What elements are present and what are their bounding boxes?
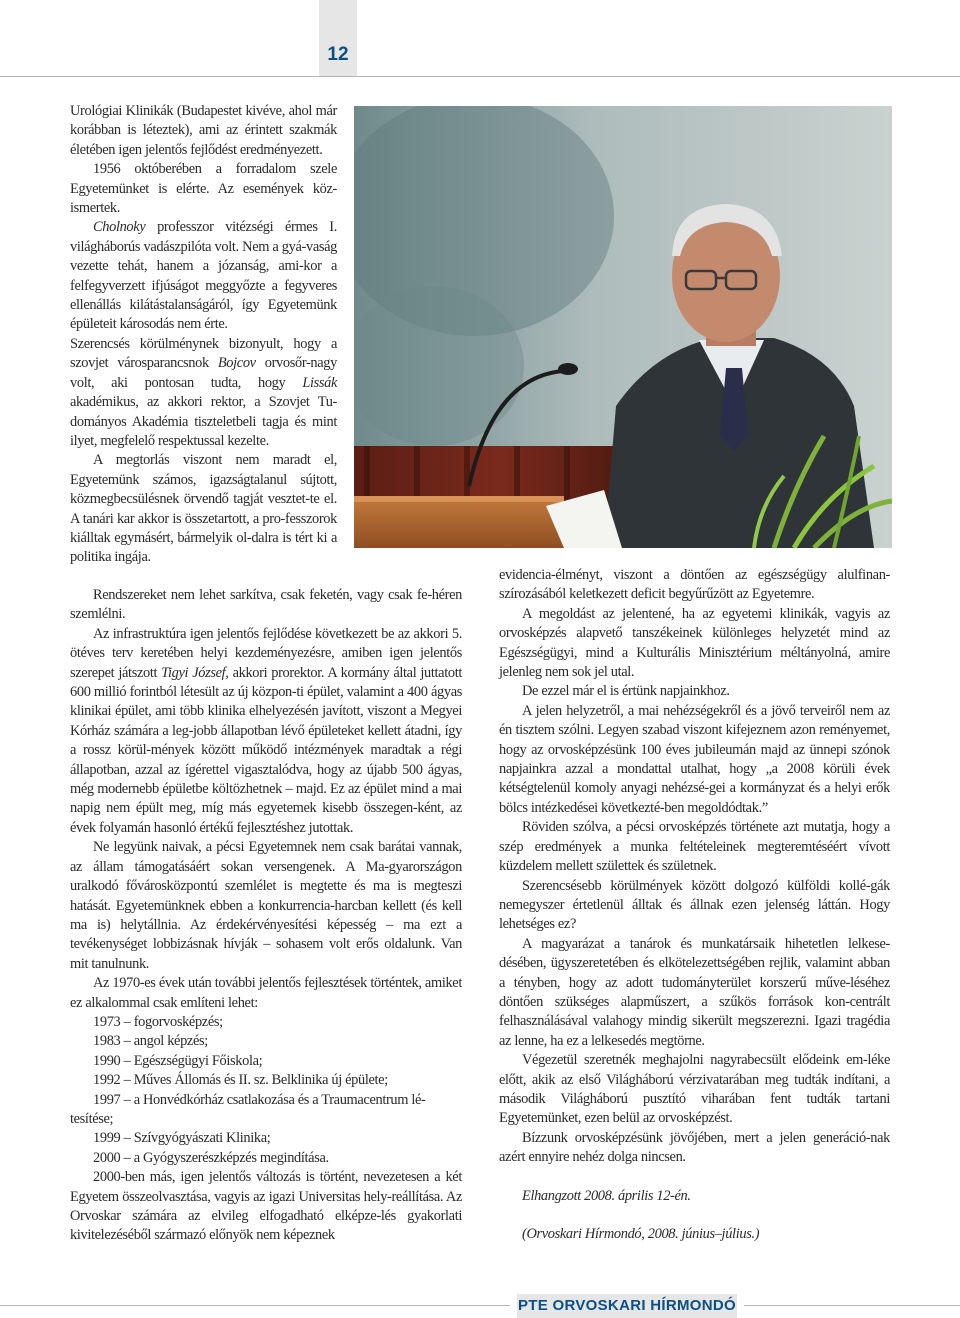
name-emphasis: Lissák [302,374,337,391]
footer-rule [744,1305,960,1306]
footer-rule [0,1305,510,1306]
list-item: 1992 – Műves Állomás és II. sz. Belklinika új épülete; [93,1072,388,1089]
footer-publication-title: PTE ORVOSKARI HÍRMONDÓ [517,1294,737,1318]
list-item: 1983 – angol képzés; [93,1033,208,1050]
list-item: 1999 – Szívgyógyászati Klinika; [93,1130,271,1147]
paragraph: A magyarázat a tanárok és munkatársaik hihetetlen lelkese-désében, ügyszeretetében és elkötelezettségében rejlik, valamint abban a tényben, hogy az adott tudományterület korszerű műve-léséhez döntően szükséges alapműszert, a szűkös források kon-centrált felhasználásával valahogy mindig sikerült megszerezni. Igazi tragédia az lenne, ha ez a lelkesedés megtörne. [499,935,890,1049]
narrow-column [70,102,337,568]
name-emphasis: Tigyi József, [161,664,229,681]
paragraph: A megoldást az jelentené, ha az egyetemi klinikák, vagyis az orvosképzés alapvető tanszékeinek különleges helyzetét mind az Egészségügyi, mind a Kulturális Minisztérium méltányolná, amire jelenleg nem sok jel utal. [499,605,890,681]
list-item: 1973 – fogorvosképzés; [93,1013,223,1030]
paragraph: 1956 októberében a forradalom szele Egyetemünket is elérte. Az események köz-ismertek. [70,161,337,217]
name-emphasis: Bojcov [217,355,256,372]
signature-date: Elhangzott 2008. április 12-én. [522,1187,691,1204]
right-column [499,566,890,1244]
paragraph: A megtorlás viszont nem maradt el, Egyetemünk számos, igazságtalanul sújtott, közmegbecsülésnek örvendő tagját vesztet-te el. A tanári kar akkor is összetartott, a pro-fesszorok kiálltak egymásért, bármelyik ol-dalra is tért ki a politika ingája. [70,452,337,566]
paragraph: Ne legyünk naivak, a pécsi Egyetemnek nem csak barátai vannak, az állam támogatásáért sokan versengenek. A Ma-gyarországon uralkodó fővárosközpontú szemlélet is megtette és ma is megteszi hatását. Egyetemünknek ebben a konkurrencia-harcban kellett (és kell ma is) helytállnia. Az érdekérvényesítési képesség – ma ezt a tevékenységet lobbizásnak hívják – sohasem volt erős oldalunk. Van mit tanulnunk. [70,839,462,972]
left-column [70,586,462,1246]
paragraph: Szerencsés körülménynek bizonyult, hogy a szovjet városparancsnok Bojcov orvosőr-nagy volt, aki pontosan tudta, hogy Lissák akadémikus, az akkori rektor, a Szovjet Tu-dományos Akadémia tiszteletbeli tagja és mint ilyet, megfelelő respektussal kezelte. [70,335,337,449]
paragraph: evidencia-élményt, viszont a döntően az egészségügy alulfinan-szírozásából keletkezett deficit begyűrűzött az Egyetemre. [499,567,890,603]
paragraph: Bízzunk orvosképzésünk jövőjében, mert a jelen generáció-nak azért ennyire nehéz dolga nincsen. [499,1129,890,1166]
paragraph: Röviden szólva, a pécsi orvosképzés története azt mutatja, hogy a szép eredmények a munka feltételeinek megteremtéséért vívott küzdelem mellett születtek és születnek. [499,819,890,875]
paragraph: Urológiai Klinikák (Budapestet kivéve, ahol már korábban is léteztek), ami az érintett szakmák életében igen jelentős fejlődést eredményezett. [70,103,337,158]
source-citation: (Orvoskari Hírmondó, 2008. június–július.) [522,1226,760,1242]
speaker-photo [354,106,892,548]
paragraph: Cholnoky professzor vitézségi érmes I. világháborús vadászpilóta volt. Nem a gyá-vaság vezette tehát, hanem a józanság, ami-kor a felfegyverzett ifjúságot meggyőzte a fegyveres ellenállás kilátástalanságáról, így Egyetemünk épületeit károsodás nem érte. [70,219,337,333]
paragraph: Végezetül szeretnék meghajolni nagyrabecsült elődeink em-léke előtt, akik az első Világháború vérzivatarában meg tudták indítani, a második Világháború pusztító viharában fent tudták tartani Egyetemünket, ezen belül az orvosképzést. [499,1052,890,1127]
speaker-illustration [354,106,892,548]
list-item: 1990 – Egészségügyi Főiskola; [93,1052,263,1069]
paragraph: De ezzel már el is értünk napjainkhoz. [522,683,730,700]
paragraph: A jelen helyzetről, a mai nehézségekről és a jövő terveiről nem az én tisztem szólni. Legyen szabad viszont kifejeznem azon reményemet, hogy az orvosképzésünk 100 éves jubileumán majd az ünnepi szónok napjainkra azzal a mondattal utalhat, hogy „a 2008 körüli évek kétségtelenül komoly anyagi nehézsé-gei a kormányzat és a helyi erők bölcs intézkedései következté-ben megoldódtak.” [499,702,890,816]
list-item: 2000 – a Gyógyszerészképzés megindítása. [93,1149,329,1166]
name-emphasis: Cholnoky [93,219,146,236]
paragraph: Az infrastruktúra igen jelentős fejlődése következett be az akkori 5. ötéves terv keretében helyi kezdeményezésre, amiben igen jelentős szerepet játszott Tigyi József, akkori prorektor. A kormány által juttatott 600 millió forintból létesült az új közpon-ti épület, valamint a 400 ágyas klinikai épület, ami több klinika elhelyezésén javított, viszont a Megyei Kórház számára a leg-jobb állapotban lévő épületeket kellett átadni, így a rossz körül-mények között működő intézmények maradtak a régi állapotban, azzal az ígérettel vigasztalódva, hogy az újabb 500 ágyas, még modernebb épületbe költözhetnek – majd. Ez az épület mind a mai napig nem épült meg, míg más egyetemek kisebb összegen-ként, az évek folyamán hasonló értékű fejlesztéshez jutottak. [70,625,463,836]
header-rule [0,76,960,77]
paragraph: Rendszereket nem lehet sarkítva, csak feketén, vagy csak fe-héren szemlélni. [70,587,462,623]
paragraph: 2000-ben más, igen jelentős változás is történt, nevezetesen a két Egyetem összeolvasztása, vagyis az igazi Universitas hely-reállítása. Az Orvoskar számára az elvileg elfogadható elképze-lés gyakorlati kivitelezéséből származó előnyök nem képeznek [70,1169,462,1244]
paragraph: Szerencsésebb körülmények között dolgozó külföldi kollé-gák nemegyszer értetlenül álltak és állnak ezen jelenség láttán. Hogy lehetséges ez? [499,877,890,933]
paragraph: Az 1970-es évek után további jelentős fejlesztések történtek, amiket ez alkalommal csak említeni lehet: [70,975,462,1011]
list-item: 1997 – a Honvédkórház csatlakozása és a Traumacentrum lé-tesítése; [70,1091,426,1127]
page-number: 12 [327,44,349,65]
